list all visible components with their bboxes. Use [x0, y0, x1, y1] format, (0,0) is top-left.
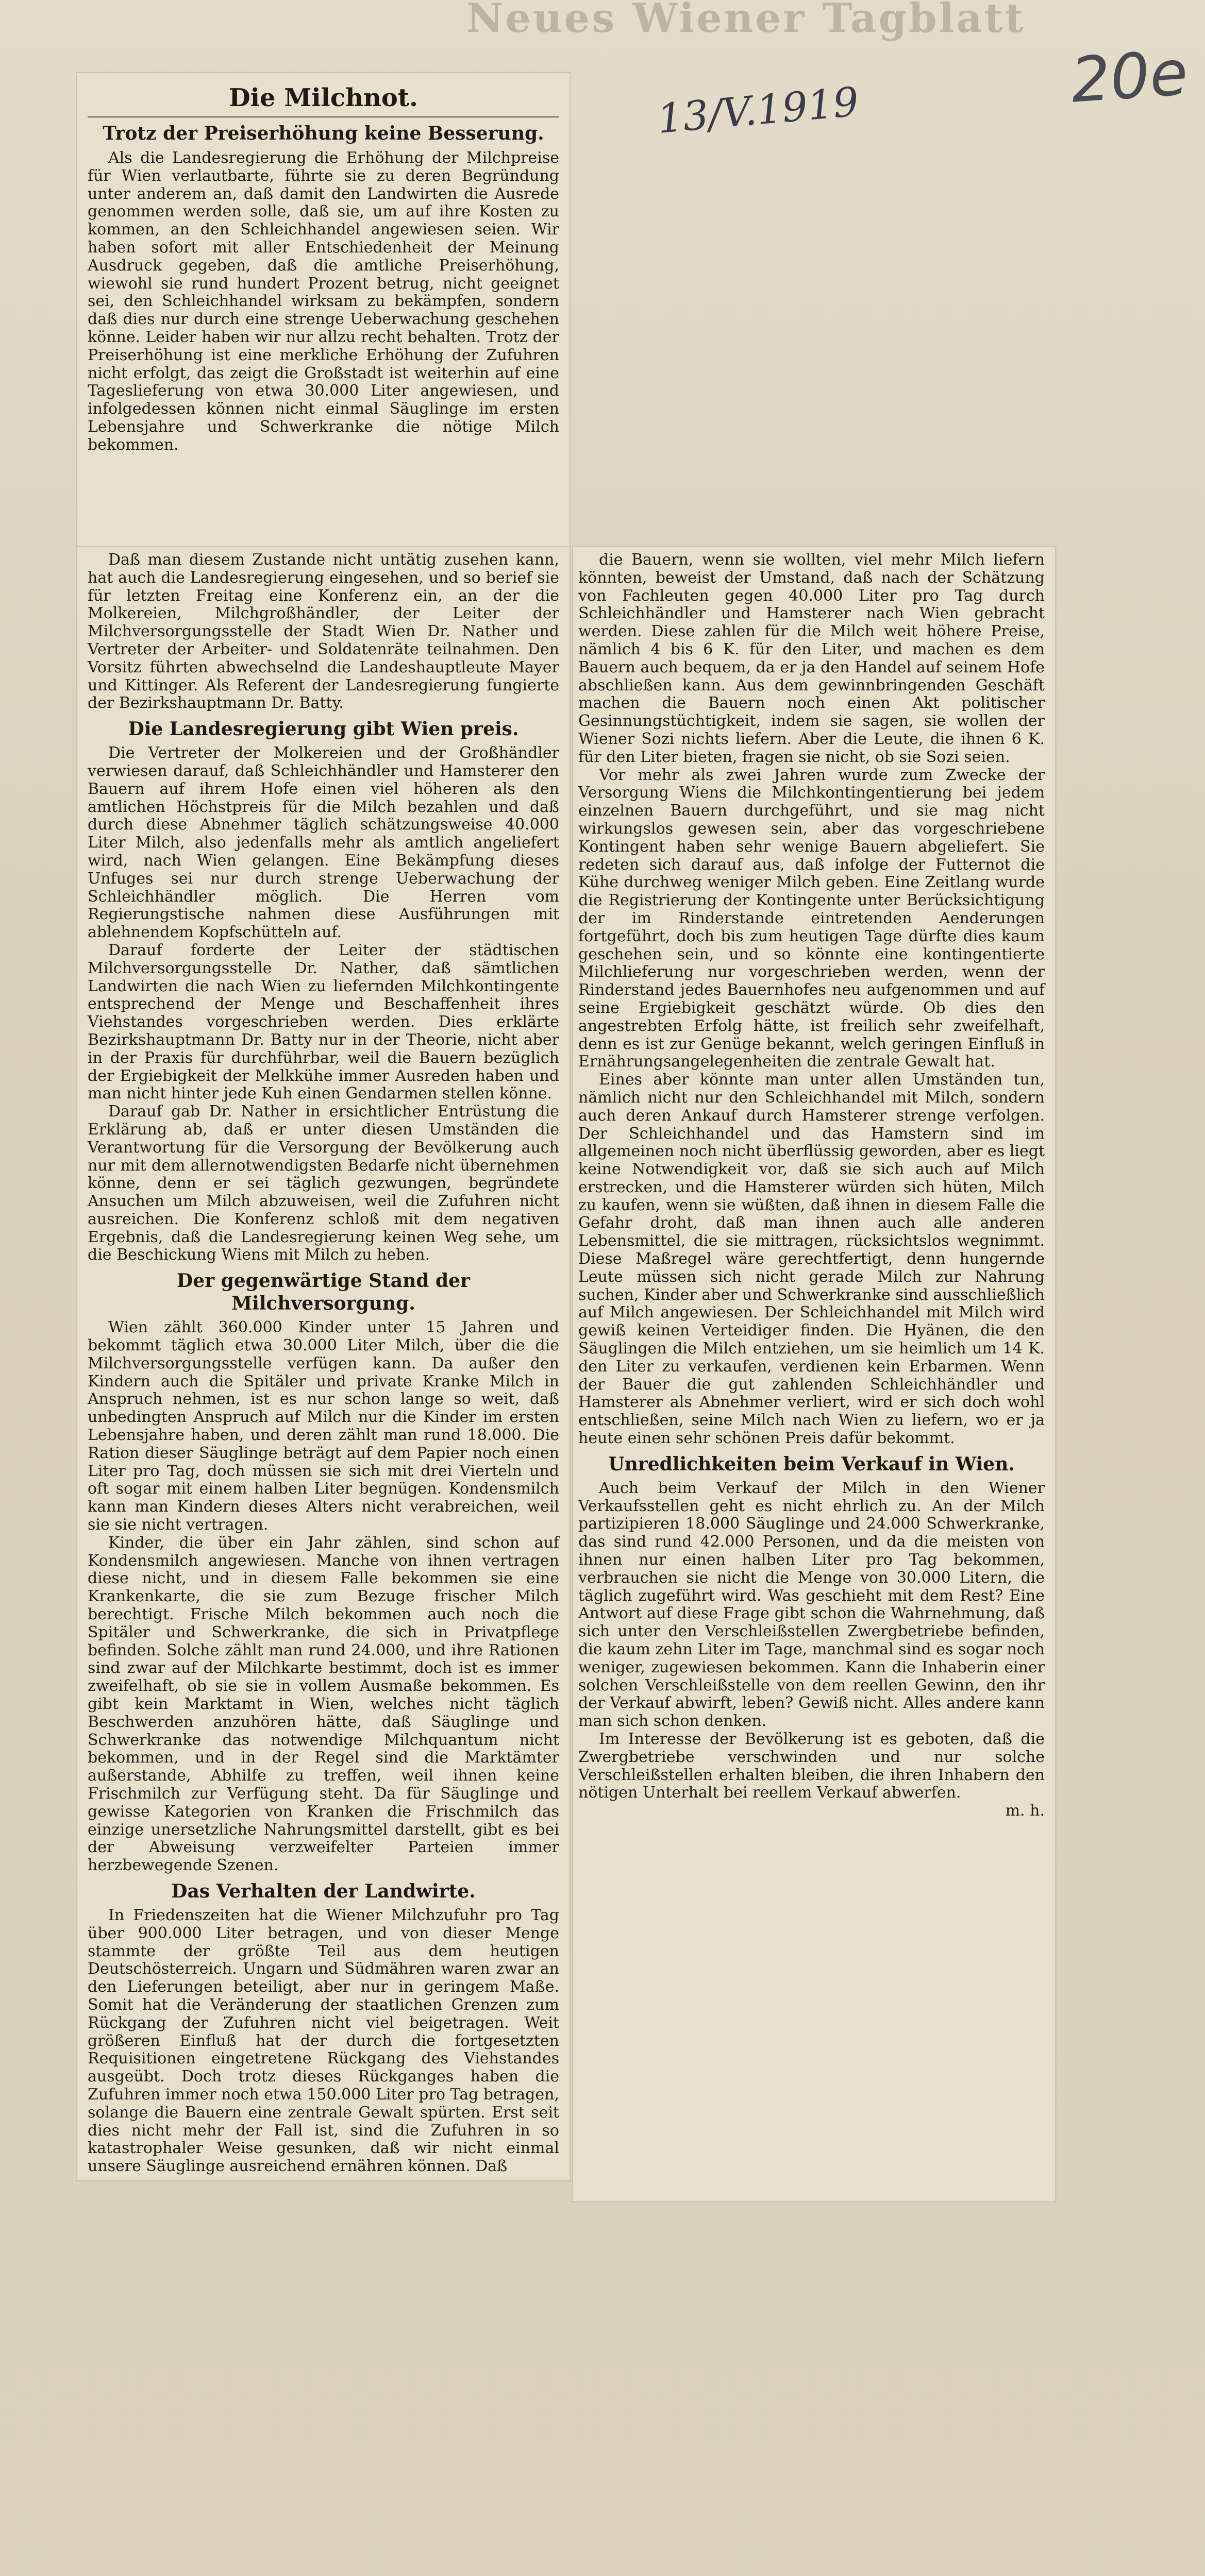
article-header	[88, 82, 559, 454]
newspaper-masthead: Neues Wiener Tagblatt	[466, 0, 1026, 42]
handwritten-page-number: 20e	[1068, 37, 1191, 117]
author-signature: m. h.	[1005, 1802, 1045, 1820]
paragraph: Darauf forderte der Leiter der städtischen Milchversorgungsstelle Dr. Nather, daß sämtlichen Landwirten die nach Wien zu liefernden Milchkontingente entsprechend der Menge und Beschaffenheit ihres Viehstandes vorgeschrieben werden. Dies erklärte Bezirkshauptmann Dr. Batty nur in der Theorie, nicht aber in der Praxis für durchführbar, weil die Bauern bezüglich der Ergiebigkeit der Melkkühe immer Ausreden haben und man nicht hinter jede Kuh einen Gendarmen stellen könne.	[88, 941, 559, 1103]
title-rule	[88, 116, 559, 117]
article-title: Die Milchnot.	[229, 83, 418, 112]
paragraph: Daß man diesem Zustande nicht untätig zusehen kann, hat auch die Landesregierung eingesehen, und so berief sie für letzten Freitag eine Konferenz ein, an der die Molkereien, Milchgroßhändler, der Leiter der Milchversorgungsstelle der Stadt Wien Dr. Nather und Vertreter der Arbeiter- und Soldatenräte teilnahmen. Den Vorsitz führten abwechselnd die Landeshauptleute Mayer und Kittinger. Als Referent der Landesregierung fungierte der Bezirkshauptmann Dr. Batty.	[88, 551, 559, 713]
paragraph: Vor mehr als zwei Jahren wurde zum Zwecke der Versorgung Wiens die Milchkontingentierung bei jedem einzelnen Bauern durchgeführt, und sie mag nicht wirkungslos gewesen sein, aber das vorgeschriebene Kontingent haben sehr wenige Bauern abgeliefert. Sie redeten sich darauf aus, daß infolge der Futternot die Kühe durchweg weniger Milch geben. Eine Zeitlang wurde die Registrierung der Kontingente unter Berücksichtigung der im Rinderstande eintretenden Aenderungen fortgeführt, doch bis zum heutigen Tage dürfte dies kaum geschehen sein, und so könnte eine kontingentierte Milchlieferung nur vorgeschrieben werden, wenn der Rinderstand jedes Bauernhofes neu aufgenommen und auf seine Ergiebigkeit geschätzt würde. Ob dies den angestrebten Erfolg hätte, ist freilich sehr zweifelhaft, denn es ist zur Genüge bekannt, welch geringen Einfluß in Ernährungsangelegenheiten die zentrale Gewalt hat.	[578, 766, 1045, 1071]
paragraph: Eines aber könnte man unter allen Umständen tun, nämlich nicht nur den Schleichhandel mit Milch, sondern auch deren Ankauf durch Hamsterer strenge verfolgen. Der Schleichhandel und das Hamstern sind im allgemeinen noch nicht überflüssig geworden, aber es liegt keine Notwendigkeit vor, daß sie sich auch auf Milch erstrecken, und die Hamsterer würden sich hüten, Milch zu kaufen, wenn sie wüßten, daß ihnen in diesem Falle die Gefahr droht, daß man ihnen auch alle anderen Lebensmittel, die sie mittragen, rücksichtslos wegnimmt. Diese Maßregel wäre gerechtfertigt, denn hungernde Leute müssen sich nicht gerade Milch zur Nahrung suchen, Kinder aber und Schwerkranke sind ausschließlich auf Milch angewiesen. Der Schleichhandel mit Milch wird gewiß keinen Verteidiger finden. Die Hyänen, die den Säuglingen die Milch entziehen, um sie heimlich um 14 K. den Liter zu verkaufen, verdienen kein Erbarmen. Wenn der Bauer die gut zahlenden Schleichhändler und Hamsterer als Abnehmer verliert, wird er sich doch wohl entschließen, seine Milch nach Wien zu liefern, wo er ja heute einen sehr schönen Preis dafür bekommt.	[578, 1071, 1045, 1448]
paragraph: Auch beim Verkauf der Milch in den Wiener Verkaufsstellen geht es nicht ehrlich zu. An der Milch partizipieren 18.000 Säuglinge und 24.000 Schwerkranke, das sind rund 42.000 Personen, und da die meisten von ihnen nur einen halben Liter pro Tag bekommen, verbrauchen sie nicht die Menge von 30.000 Litern, die täglich zugeführt wird. Was geschieht mit dem Rest? Eine Antwort auf diese Frage gibt schon die Wahrnehmung, daß sich unter den Verschleißstellen Zwergbetriebe befinden, die kaum zehn Liter im Tage, manchmal sind es sogar noch weniger, zugewiesen bekommen. Kann die Inhaberin einer solchen Verschleißstelle von dem reellen Gewinn, den ihr der Verkauf abwirft, leben? Gewiß nicht. Alles andere kann man sich schon denken.	[578, 1479, 1045, 1731]
paragraph: die Bauern, wenn sie wollten, viel mehr Milch liefern könnten, beweist der Umstand, daß nach der Schätzung von Fachleuten gegen 40.000 Liter pro Tag durch Schleichhändler und Hamsterer nach Wien gebracht werden. Diese zahlen für die Milch weit höhere Preise, nämlich 4 bis 6 K. für den Liter, und machen es dem Bauern auch bequem, da er ja den Handel auf seinem Hofe abschließen kann. Aus dem gewinnbringenden Geschäft machen die Bauern noch einen Akt politischer Gesinnungstüchtigkeit, indem sie sagen, sie wollen der Wiener Sozi nichts liefern. Aber die Leute, die ihnen 6 K. für den Liter bieten, fragen sie nicht, ob sie Sozi seien.	[578, 551, 1045, 766]
right-column	[578, 551, 1045, 1820]
handwritten-date: 13/V.1919	[655, 79, 861, 143]
article-subtitle: Trotz der Preiserhöhung keine Besserung.	[103, 123, 544, 144]
section-heading: Der gegenwärtige Stand der Milchversorgung.	[176, 1270, 471, 1315]
paragraph: Kinder, die über ein Jahr zählen, sind schon auf Kondensmilch angewiesen. Manche von ihnen vertragen diese nicht, und in diesem Falle bekommen sie eine Krankenkarte, die sie zum Bezuge frischer Milch berechtigt. Frische Milch bekommen auch noch die Spitäler und Schwerkranke, die sich in Privatpflege befinden. Solche zählt man rund 24.000, und ihre Rationen sind zwar auf der Milchkarte bestimmt, doch ist es immer zweifelhaft, ob sie sie in vollem Ausmaße bekommen. Es gibt kein Marktamt in Wien, welches nicht täglich Beschwerden anzuhören hätte, daß Säuglinge und Schwerkranke das notwendige Milchquantum nicht bekommen, und in der Regel sind die Marktämter außerstande, Abhilfe zu treffen, weil ihnen keine Frischmilch zur Verfügung steht. Da für Säuglinge und gewisse Kategorien von Kranken die Frischmilch das einzige unersetzliche Nahrungsmittel darstellt, gibt es bei der Abweisung verzweifelter Parteien immer herzbewegende Szenen.	[88, 1533, 559, 1875]
left-column	[88, 551, 559, 2176]
section-heading: Die Landesregierung gibt Wien preis.	[128, 718, 519, 740]
paragraph: Darauf gab Dr. Nather in ersichtlicher Entrüstung die Erklärung ab, daß er unter diesen Umständen die Verantwortung für die Versorgung der Bevölkerung auch nur mit dem allernotwendigsten Bedarfe nicht übernehmen könne, denn er sei täglich gezwungen, begründete Ansuchen um Milch abzuweisen, weil die Zufuhren nicht ausreichen. Die Konferenz schloß mit dem negativen Ergebnis, daß die Landesregierung keinen Weg sehe, um die Beschickung Wiens mit Milch zu heben.	[88, 1103, 559, 1264]
section-heading: Unredlichkeiten beim Verkauf in Wien.	[608, 1453, 1015, 1475]
section-heading: Das Verhalten der Landwirte.	[171, 1880, 476, 1902]
article-intro: Als die Landesregierung die Erhöhung der Milchpreise für Wien verlautbarte, führte sie zu deren Begründung unter anderem an, daß damit den Landwirten die Ausrede genommen werden solle, daß sie, um auf ihre Kosten zu kommen, an den Schleichhandel angewiesen seien. Wir haben sofort mit aller Entschiedenheit der Meinung Ausdruck gegeben, daß die amtliche Preiserhöhung, wiewohl sie rund hundert Prozent betrug, nicht geeignet sei, den Schleichhandel wirksam zu bekämpfen, sondern daß dies nur durch eine strenge Ueberwachung geschehen könne. Leider haben wir nur allzu recht behalten. Trotz der Preiserhöhung ist eine merkliche Erhöhung der Zufuhren nicht erfolgt, das zeigt die Großstadt ist weiterhin auf eine Tageslieferung von etwa 30.000 Liter angewiesen, und infolgedessen können nicht einmal Säuglinge im ersten Lebensjahre und Schwerkranke die nötige Milch bekommen.	[88, 149, 559, 454]
paragraph: Die Vertreter der Molkereien und der Großhändler verwiesen darauf, daß Schleichhändler und Hamsterer den Bauern auf ihrem Hofe einen viel höheren als den amtlichen Höchstpreis für die Milch bezahlen und daß durch diese Abnehmer täglich schätzungsweise 40.000 Liter Milch, also jedenfalls mehr als amtlich angeliefert wird, nach Wien gelangen. Eine Bekämpfung dieses Unfuges sei nur durch strenge Ueberwachung der Schleichhändler möglich. Die Herren vom Regierungstische nahmen diese Ausführungen mit ablehnendem Kopfschütteln auf.	[88, 744, 559, 942]
paragraph: Wien zählt 360.000 Kinder unter 15 Jahren und bekommt täglich etwa 30.000 Liter Milch, über die die Milchversorgungsstelle verfügen kann. Da außer den Kindern auch die Spitäler und private Kranke Milch in Anspruch nehmen, ist es nur schon lange so weit, daß unbedingten Anspruch auf Milch nur die Kinder im ersten Lebensjahre haben, und deren zählt man rund 18.000. Die Ration dieser Säuglinge beträgt auf dem Papier noch einen Liter pro Tag, doch müssen sie sich mit drei Vierteln und oft sogar mit einem halben Liter begnügen. Kondensmilch kann man Kindern dieses Alters nicht verabreichen, weil sie sie nicht vertragen.	[88, 1318, 559, 1534]
paragraph: Im Interesse der Bevölkerung ist es geboten, daß die Zwergbetriebe verschwinden und nur solche Verschleißstellen erhalten bleiben, die ihren Inhabern den nötigen Unterhalt bei reellem Verkauf abwerfen.	[578, 1730, 1045, 1802]
paragraph: In Friedenszeiten hat die Wiener Milchzufuhr pro Tag über 900.000 Liter betragen, und von dieser Menge stammte der größte Teil aus dem heutigen Deutschösterreich. Ungarn und Südmähren waren zwar an den Lieferungen beteiligt, aber nur in geringem Maße. Somit hat die Veränderung der staatlichen Grenzen zum Rückgang der Zufuhren nicht viel beigetragen. Weit größeren Einfluß hat der durch die fortgesetzten Requisitionen eingetretene Rückgang des Viehstandes ausgeübt. Doch trotz dieses Rückganges haben die Zufuhren immer noch etwa 150.000 Liter pro Tag betragen, solange die Bauern eine zentrale Gewalt spürten. Erst seit dies nicht mehr der Fall ist, sind die Zufuhren in so katastrophaler Weise gesunken, daß wir nicht einmal unsere Säuglinge ausreichend ernähren können. Daß	[88, 1906, 559, 2176]
